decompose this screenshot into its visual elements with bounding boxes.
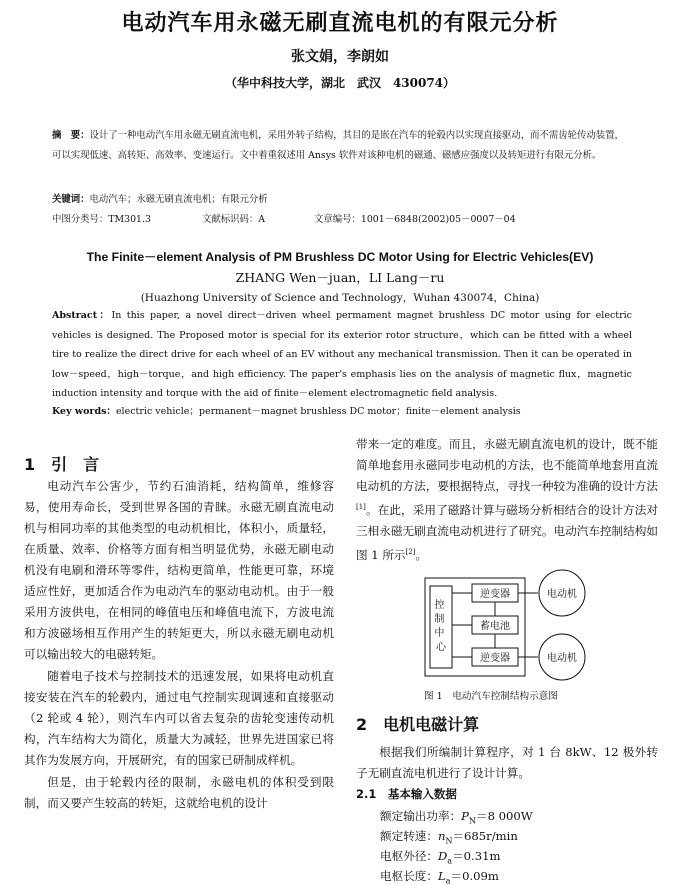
- parameter-row: [380, 848, 500, 865]
- keywords-en-label: Key words：: [52, 406, 116, 417]
- intro-paragraph-1: 电动汽车公害少，节约石油消耗，结构简单，维修容易，使用寿命长，受到世界各国的青睐。永磁无刷直流电动机与相同功率的其他类型的电动机相比，体积小，质量轻，在质量、效率、价格等方面有相当明显优势，永磁无刷电动机没有电刷和滑环等零件，结构更简单，性能更可靠，环境适应性好，更加适合作为电动汽车的驱动电动机。由于一般采用方波供电，在相同的峰值电压和峰值电流下，方波电流和方波磁场相互作用产生的转矩更大，所以永磁无刷电动机可以输出较大的电磁转矩。: [24, 479, 334, 661]
- figure-frame: [425, 578, 525, 676]
- affiliation-en: (Huazhong University of Science and Technology，Wuhan 430074，China): [140, 292, 540, 304]
- parameter-symbol: D: [437, 849, 448, 863]
- inverter-bottom-label: 逆变器: [480, 653, 510, 664]
- parameter-subscript: a: [447, 856, 453, 866]
- section-2-paragraph-block: [356, 742, 658, 784]
- affiliation-cn: （华中科技大学，湖北 武汉 430074）: [224, 76, 456, 90]
- keywords-cn: [52, 190, 632, 210]
- parameter-symbol: P: [461, 809, 469, 823]
- parameter-row: [380, 828, 518, 845]
- citation-1: [1]: [356, 503, 366, 511]
- battery-label: 蓄电池: [480, 621, 510, 632]
- abstract-cn-text: 设计了一种电动汽车用永磁无刷直流电机，采用外转子结构，其目的是嵌在汽车的轮毂内以实现直接驱动，而不需齿轮传动装置，可以实现低速、高转矩、高效率、变速运行。文中着重叙述用 Ansys 软件对该种电机的磁通、磁感应强度以及转矩进行有限元分析。: [52, 130, 624, 161]
- right-column-intro: [356, 434, 658, 566]
- control-center-box: [430, 586, 452, 668]
- parameter-row: [380, 808, 533, 825]
- abstract-cn: [52, 126, 632, 166]
- section-2-heading: 2 电机电磁计算: [356, 715, 480, 734]
- parameter-value: ＝0.31m: [452, 849, 501, 863]
- motor-top-label: 电动机: [547, 589, 577, 600]
- abstract-en: [52, 306, 632, 404]
- subsection-2-1-heading: 2.1 基本输入数据: [356, 787, 457, 801]
- document-code: 文献标识码：A: [202, 214, 266, 225]
- intro-paragraph-3: 但是，由于轮毂内径的限制，永磁电机的体积受到限制，而又要产生较高的转矩，这就给电机的设计: [24, 775, 334, 810]
- authors-cn: 张文娟，李朗如: [291, 49, 389, 65]
- parameter-symbol: L: [437, 869, 446, 883]
- clc-number: 中图分类号：TM301.3: [52, 214, 151, 225]
- parameter-value: ＝8 000W: [475, 809, 533, 823]
- figure-1-diagram: [420, 568, 590, 684]
- keywords-en-text: electric vehicle；permanent－magnet brushless DC motor；finite－element analysis: [115, 406, 521, 417]
- keywords-cn-text: 电动汽车；永磁无刷直流电机；有限元分析: [89, 194, 268, 205]
- abstract-cn-label: 摘 要：: [52, 130, 90, 141]
- parameter-label: 电枢长度：: [380, 869, 438, 883]
- parameter-label: 额定转速：: [380, 829, 438, 843]
- parameter-subscript: N: [468, 816, 476, 826]
- article-number: 文章编号：1001－6848(2002)05－0007－04: [314, 214, 516, 225]
- intro-paragraph-2: 随着电子技术与控制技术的迅速发展，如果将电动机直接安装在汽车的轮毂内，通过电气控制实现调速和直接驱动（2 轮或 4 轮），则汽车内可以省去复杂的齿轮变速传动机构，汽车结构大为简化，质量大为减轻，世界先进国家已将其作为发展方向，开展研究，有的国家已研制成样机。: [24, 669, 334, 767]
- paper-title-en: The Finite－element Analysis of PM Brushless DC Motor Using for Electric Vehicles(EV): [86, 250, 594, 264]
- parameter-subscript: N: [445, 836, 453, 846]
- intro-paragraph-4: 带来一定的难度。而且，永磁无刷直流电机的设计，既不能简单地套用永磁同步电动机的方法，也不能简单地套用直流电动机的方法，要根据特点，寻找一种较为准确的设计方法[1]。在此，采用了磁路计算与磁场分析相结合的设计方法对三相永磁无刷直流电动机进行了研究。电动汽车控制结构如图 1 所示[2]。: [356, 437, 658, 562]
- paper-title-cn: 电动汽车用永磁无刷直流电机的有限元分析: [121, 11, 559, 36]
- parameter-subscript: a: [445, 876, 451, 885]
- parameter-label: 额定输出功率：: [380, 809, 462, 823]
- inverter-top-label: 逆变器: [480, 589, 510, 600]
- keywords-en: [52, 402, 632, 421]
- abstract-en-label: Abstract：: [52, 310, 112, 321]
- section-1-heading: 1 引 言: [24, 455, 100, 474]
- parameter-row: [380, 868, 499, 885]
- abstract-en-text: In this paper, a novel direct－driven wheel permament magnet brushless DC motor using for electric vehicles is designed. The Proposed motor is special for its exterior rotor structure，which can be fitted with a wheel tire to realize the direct drive for each wheel of an EV without any mechanical transmission. Then it can be operated in low－speed，high－torque，and high efficiency. The paper's emphasis lies on the analysis of magnetic flux，magnetic induction intensity and torque with the aid of finite－element electromagnetic field analysis.: [52, 310, 632, 399]
- parameter-value: ＝0.09m: [450, 869, 499, 883]
- control-center-label: 控 制 中 心: [434, 600, 446, 653]
- keywords-cn-label: 关键词：: [52, 194, 90, 205]
- authors-en: ZHANG Wen－juan，LI Lang－ru: [235, 270, 445, 285]
- parameter-label: 电枢外径：: [380, 849, 438, 863]
- parameter-symbol: n: [437, 829, 446, 843]
- left-column: [24, 476, 334, 814]
- motor-bottom-label: 电动机: [547, 653, 577, 664]
- citation-2: [2]: [405, 547, 416, 556]
- parameter-value: ＝685r/min: [452, 829, 518, 843]
- figure-1-caption: 图 1 电动汽车控制结构示意图: [424, 691, 558, 702]
- section-2-paragraph: 根据我们所编制计算程序，对 1 台 8kW、12 极外转子无刷直流电机进行了设计计算。: [356, 745, 658, 780]
